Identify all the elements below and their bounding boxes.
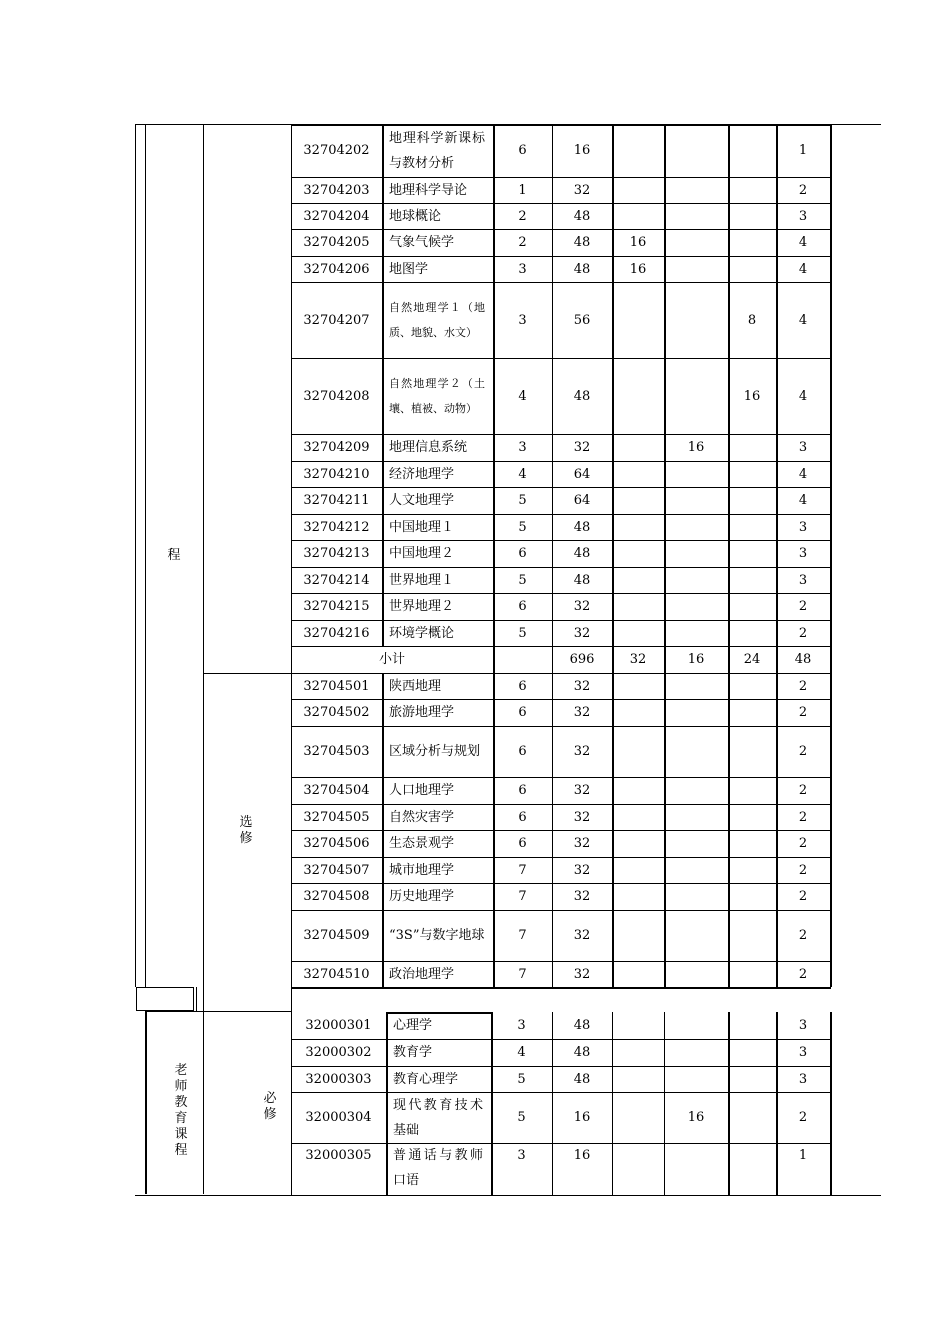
teacher-credits-cell: 2 [798, 1110, 808, 1125]
elective-code-cell: 32704509 [303, 928, 370, 943]
teacher-hours-cell: 48 [573, 1018, 591, 1033]
required-hours-cell: 48 [573, 208, 591, 224]
elective-code-cell: 32704507 [303, 862, 370, 878]
required-code-cell: 32704215 [303, 599, 370, 614]
required-c2-cell [664, 124, 728, 177]
required-c1-cell [612, 514, 664, 540]
required-code-cell: 32704205 [303, 235, 370, 250]
elective-credits-cell: 2 [798, 928, 808, 943]
required-c3-cell [728, 567, 776, 593]
elective-hours-cell: 32 [573, 889, 591, 904]
required-semester-cell: 2 [518, 235, 527, 250]
subtotal-credits-cell: 48 [794, 652, 812, 667]
required-code-cell: 32704211 [303, 493, 370, 508]
required-semester-cell: 1 [518, 182, 527, 198]
required-name-cell: 经济地理学 [389, 466, 455, 482]
required-c3-cell [728, 487, 776, 514]
teacher-code-cell: 32000304 [305, 1110, 372, 1125]
required-hours-cell: 48 [573, 261, 591, 277]
subtotal-hours-cell: 696 [569, 652, 595, 667]
required-name-cell: 气象气候学 [389, 235, 455, 250]
required-c1-cell: 16 [629, 261, 647, 277]
required-name-cell: 地理信息系统 [389, 440, 468, 455]
required-code-cell: 32704209 [303, 440, 370, 455]
elective-semester-cell: 6 [518, 809, 527, 825]
required-c2-cell [664, 540, 728, 567]
teacher-hours-cell: 48 [573, 1045, 591, 1060]
elective-code-cell: 32704501 [303, 678, 370, 694]
required-code-cell: 32704207 [303, 312, 370, 328]
required-credits-cell: 4 [798, 466, 808, 482]
required-c3-cell [728, 229, 776, 256]
required-c2-cell: 16 [687, 440, 705, 455]
required-name-cell: 自然地理学１（地质、地貌、水文） [389, 301, 485, 339]
required-hours-cell: 48 [573, 546, 591, 561]
left-border [135, 124, 136, 987]
elective-semester-cell: 6 [518, 678, 527, 694]
required-c1-cell [612, 461, 664, 487]
teacher-credits-cell: 3 [798, 1018, 808, 1033]
elective-semester-cell: 7 [518, 862, 527, 878]
elective-semester-cell: 7 [518, 966, 527, 982]
required-c3-cell [728, 434, 776, 461]
required-c1-cell [612, 620, 664, 646]
required-code-cell: 32704206 [303, 261, 370, 277]
required-credits-cell: 4 [798, 493, 808, 508]
required-c2-cell [664, 282, 728, 358]
elective-credits-cell: 2 [798, 783, 808, 798]
required-c2-cell [664, 177, 728, 203]
elective-name-cell: 生态景观学 [389, 836, 455, 851]
required-c2-cell [664, 593, 728, 620]
elective-credits-cell: 2 [798, 744, 808, 759]
required-c3-cell: 16 [743, 388, 761, 404]
required-code-cell: 32704210 [303, 466, 370, 482]
elective-hours-cell: 32 [573, 744, 591, 759]
required-hours-cell: 64 [573, 466, 591, 482]
required-c3-cell [728, 514, 776, 540]
required-c3-cell [728, 593, 776, 620]
elective-code-cell: 32704508 [303, 889, 370, 904]
elective-semester-cell: 6 [518, 744, 527, 759]
elective-hours-cell: 32 [573, 836, 591, 851]
required-credits-cell: 1 [798, 143, 808, 158]
required-code-cell: 32704214 [303, 572, 370, 588]
required-semester-cell: 6 [518, 599, 527, 614]
elective-code-cell: 32704504 [303, 783, 370, 798]
required-name-cell: 世界地理２ [389, 599, 455, 614]
teacher-semester-cell: 5 [517, 1110, 526, 1125]
elective-credits-cell: 2 [798, 809, 808, 825]
required-name-cell: 世界地理１ [389, 572, 455, 588]
required-code-cell: 32704208 [303, 388, 370, 404]
separator-box [136, 987, 194, 1011]
required-hours-cell: 48 [573, 519, 591, 535]
elective-hours-cell: 32 [573, 783, 591, 798]
required-c2-cell [664, 567, 728, 593]
required-code-cell: 32704212 [303, 519, 370, 535]
required-hours-cell: 16 [573, 143, 591, 158]
required-semester-cell: 3 [518, 312, 527, 328]
required-credits-cell: 3 [798, 440, 808, 455]
elective-code-cell: 32704506 [303, 836, 370, 851]
elective-name-cell: 陕西地理 [389, 678, 442, 694]
required-name-cell: 地球概论 [389, 208, 442, 224]
teacher-c2-cell [664, 1066, 728, 1092]
required-c1-cell: 16 [629, 235, 647, 250]
row-rule [291, 987, 831, 989]
required-hours-cell: 32 [573, 182, 591, 198]
required-c1-cell [612, 540, 664, 567]
required-credits-cell: 3 [798, 572, 808, 588]
required-c2-cell [664, 358, 728, 434]
required-c2-cell [664, 514, 728, 540]
required-credits-cell: 3 [798, 546, 808, 561]
teacher-semester-cell: 3 [517, 1148, 526, 1163]
teacher-code-cell: 32000302 [305, 1045, 372, 1060]
required-name-cell: 环境学概论 [389, 625, 455, 641]
teacher-code-cell: 32000305 [305, 1148, 372, 1163]
required-code-cell: 32704202 [303, 143, 370, 158]
required-c3-cell [728, 256, 776, 282]
teacher-name-cell: 普通话与教师口语 [393, 1148, 483, 1188]
required-c3-cell [728, 203, 776, 229]
elective-credits-cell: 2 [798, 966, 808, 982]
teacher-name-cell: 教育心理学 [393, 1071, 459, 1087]
teacher-semester-cell: 4 [517, 1045, 526, 1060]
teacher-hours-cell: 16 [573, 1148, 591, 1163]
subtotal-c2-cell: 16 [687, 652, 705, 667]
required-c2-cell [664, 256, 728, 282]
required-hours-cell: 56 [573, 312, 591, 328]
required-c1-cell [612, 358, 664, 434]
elective-semester-cell: 7 [518, 928, 527, 943]
teacher-credits-cell: 3 [798, 1071, 808, 1087]
required-name-cell: 中国地理１ [389, 519, 455, 535]
required-c3-cell [728, 620, 776, 646]
col-rule [830, 1012, 832, 1195]
elective-name-cell: 区域分析与规划 [389, 744, 481, 759]
required-c1-cell [612, 434, 664, 461]
required-credits-cell: 3 [798, 208, 808, 224]
elective-hours-cell: 32 [573, 928, 591, 943]
elective-credits-cell: 2 [798, 836, 808, 851]
elective-credits-cell: 2 [798, 862, 808, 878]
elective-semester-cell: 7 [518, 889, 527, 904]
col-rule [830, 124, 832, 987]
required-c2-cell [664, 229, 728, 256]
required-name-cell: 人文地理学 [389, 493, 455, 508]
teacher-c2-cell [664, 1012, 728, 1039]
category-divider-upper [145, 124, 146, 987]
required-c1-cell [612, 282, 664, 358]
required-semester-cell: 3 [518, 261, 527, 277]
required-hours-cell: 48 [573, 388, 591, 404]
separator-box-right [203, 987, 204, 1012]
required-c1-cell [612, 124, 664, 177]
col-rule [728, 1012, 730, 1195]
elective-code-cell: 32704502 [303, 705, 370, 720]
group-label-teacher-ed: 老师教育课程 [174, 1063, 188, 1158]
elective-hours-cell: 32 [573, 678, 591, 694]
required-name-cell: 中国地理２ [389, 546, 455, 561]
required-hours-cell: 32 [573, 625, 591, 641]
required-hours-cell: 64 [573, 493, 591, 508]
subtotal-c1-cell: 32 [629, 652, 647, 667]
elective-hours-cell: 32 [573, 705, 591, 720]
required-c3-cell [728, 124, 776, 177]
required-semester-cell: 3 [518, 440, 527, 455]
teacher-hours-cell: 16 [573, 1110, 591, 1125]
required-code-cell: 32704203 [303, 182, 370, 198]
required-semester-cell: 6 [518, 143, 527, 158]
required-semester-cell: 4 [518, 388, 527, 404]
teacher-name-cell: 教育学 [393, 1045, 433, 1060]
elective-name-cell: 旅游地理学 [389, 705, 455, 720]
col-rule [612, 1012, 613, 1195]
required-semester-cell: 6 [518, 546, 527, 561]
required-semester-cell: 5 [518, 519, 527, 535]
teacher-hours-cell: 48 [573, 1071, 591, 1087]
elective-name-cell: 城市地理学 [389, 862, 455, 878]
required-code-cell: 32704216 [303, 625, 370, 641]
required-hours-cell: 32 [573, 440, 591, 455]
group-label-course: 程 [167, 548, 181, 563]
required-semester-cell: 2 [518, 208, 527, 224]
category-divider-lower [145, 1012, 147, 1194]
required-c3-cell: 8 [747, 312, 757, 328]
required-c1-cell [612, 487, 664, 514]
teacher-section-top-rule [145, 1011, 291, 1012]
required-c3-cell [728, 540, 776, 567]
elective-group-top-rule [203, 673, 291, 674]
table-bottom-rule [135, 1195, 881, 1196]
teacher-credits-cell: 1 [798, 1148, 808, 1163]
teacher-c2-cell [664, 1143, 728, 1195]
elective-code-cell: 32704505 [303, 809, 370, 825]
teacher-credits-cell: 3 [798, 1045, 808, 1060]
required-credits-cell: 2 [798, 625, 808, 641]
subtotal-c3-cell: 24 [743, 652, 761, 667]
elective-code-cell: 32704510 [303, 966, 370, 982]
teacher-name-cell: 心理学 [393, 1018, 433, 1033]
required-c2-cell [664, 620, 728, 646]
elective-semester-cell: 6 [518, 836, 527, 851]
separator-box-tick [196, 987, 197, 1011]
required-semester-cell: 5 [518, 572, 527, 588]
subtotal-label: 小计 [378, 652, 405, 667]
group-divider-upper [203, 124, 204, 987]
required-c1-cell [612, 203, 664, 229]
elective-name-cell: “3S”与数字地球 [389, 928, 485, 943]
required-c2-cell [664, 461, 728, 487]
required-name-cell: 自然地理学２（土壤、植被、动物） [389, 377, 485, 415]
elective-name-cell: 政治地理学 [389, 966, 455, 982]
required-semester-cell: 4 [518, 466, 527, 482]
required-code-cell: 32704213 [303, 546, 370, 561]
group-label-required: 必修 [263, 1091, 277, 1122]
teacher-name-cell: 现代教育技术基础 [393, 1097, 483, 1138]
required-name-cell: 地理科学导论 [389, 182, 468, 198]
required-hours-cell: 48 [573, 235, 591, 250]
required-c1-cell [612, 177, 664, 203]
required-c3-cell [728, 461, 776, 487]
required-name-cell: 地图学 [389, 261, 429, 277]
required-credits-cell: 4 [798, 261, 808, 277]
required-semester-cell: 5 [518, 493, 527, 508]
required-c2-cell [664, 487, 728, 514]
required-credits-cell: 4 [798, 388, 808, 404]
elective-hours-cell: 32 [573, 966, 591, 982]
subtotal-semester-cell [493, 646, 552, 673]
elective-hours-cell: 32 [573, 862, 591, 878]
required-credits-cell: 2 [798, 599, 808, 614]
required-c2-cell [664, 203, 728, 229]
required-name-cell: 地理科学新课标与教材分析 [389, 130, 485, 171]
teacher-code-cell: 32000303 [305, 1071, 372, 1087]
required-credits-cell: 3 [798, 519, 808, 535]
elective-hours-cell: 32 [573, 809, 591, 825]
group-label-elective: 选修 [239, 815, 253, 846]
required-credits-cell: 2 [798, 182, 808, 198]
required-c1-cell [612, 567, 664, 593]
elective-credits-cell: 2 [798, 889, 808, 904]
teacher-semester-cell: 5 [517, 1071, 526, 1087]
elective-name-cell: 自然灾害学 [389, 809, 455, 825]
elective-semester-cell: 6 [518, 705, 527, 720]
required-c3-cell [728, 177, 776, 203]
required-credits-cell: 4 [798, 235, 808, 250]
required-c1-cell [612, 593, 664, 620]
group-divider-lower [203, 1012, 204, 1194]
required-hours-cell: 32 [573, 599, 591, 614]
required-semester-cell: 5 [518, 625, 527, 641]
teacher-c2-cell [664, 1039, 728, 1066]
required-hours-cell: 48 [573, 572, 591, 588]
elective-semester-cell: 6 [518, 783, 527, 798]
elective-name-cell: 人口地理学 [389, 783, 455, 798]
teacher-semester-cell: 3 [517, 1018, 526, 1033]
teacher-code-cell: 32000301 [305, 1018, 372, 1033]
teacher-c2-cell: 16 [687, 1110, 705, 1125]
elective-name-cell: 历史地理学 [389, 889, 455, 904]
elective-credits-cell: 2 [798, 678, 808, 694]
elective-code-cell: 32704503 [303, 744, 370, 759]
required-credits-cell: 4 [798, 312, 808, 328]
required-code-cell: 32704204 [303, 208, 370, 224]
elective-credits-cell: 2 [798, 705, 808, 720]
